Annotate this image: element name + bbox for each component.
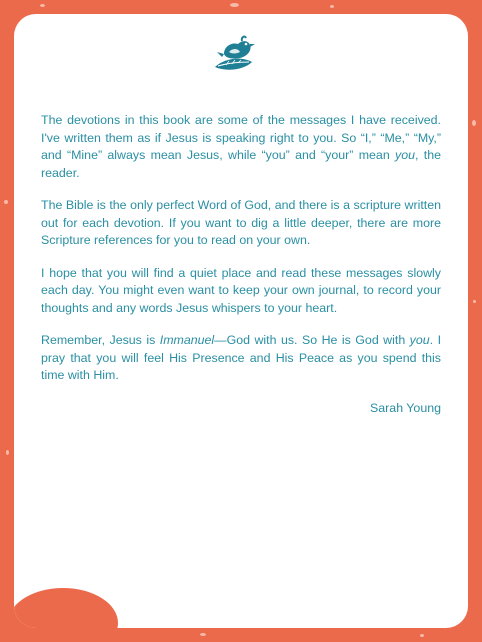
intro-paragraph-4-mid: —God with us. So He is God with <box>214 333 410 347</box>
intro-paragraph-1 <box>41 112 441 182</box>
intro-paragraph-4 <box>41 332 441 385</box>
intro-paragraph-1-end: , the reader. <box>41 148 441 180</box>
page <box>14 14 468 628</box>
intro-paragraph-1-text: The devotions in this book are some of the messages I have received. I've written them as if Jesus is speaking right to you. So “I,” “Me,” “My,” and “Mine” always mean Jesus, while “you” and “your” mean <box>41 113 441 162</box>
emphasis-you-2: you <box>409 333 430 347</box>
intro-paragraph-2: The Bible is the only perfect Word of God, and there is a scripture written out for each devotion. If you want to dig a little deeper, there are more Scripture references for you to read on your own. <box>41 198 441 247</box>
frame-speck <box>330 5 334 8</box>
frame-speck <box>473 300 476 303</box>
devotion-introduction <box>41 112 441 432</box>
corner-decoration <box>14 588 118 628</box>
frame-speck <box>200 633 206 636</box>
frame-speck <box>6 450 9 455</box>
bird-on-leaf-icon <box>212 32 256 72</box>
intro-paragraph-3: I hope that you will find a quiet place and read these messages slowly each day. You might even want to keep your own journal, to record your thoughts and any words Jesus whispers to your heart. <box>41 265 441 315</box>
intro-paragraph-4-text: Remember, Jesus is <box>41 333 160 347</box>
emphasis-immanuel: Immanuel <box>159 333 215 347</box>
emphasis-you: you <box>395 148 415 162</box>
frame-speck <box>4 200 8 204</box>
frame-speck <box>230 3 239 7</box>
frame-speck <box>40 4 45 7</box>
intro-paragraph-4-end: . I pray that you will feel His Presence and His Peace as you spend this time with Him. <box>41 333 442 382</box>
author-signature: Sarah Young <box>370 400 441 415</box>
frame-speck <box>472 120 476 126</box>
frame-speck <box>420 634 424 637</box>
